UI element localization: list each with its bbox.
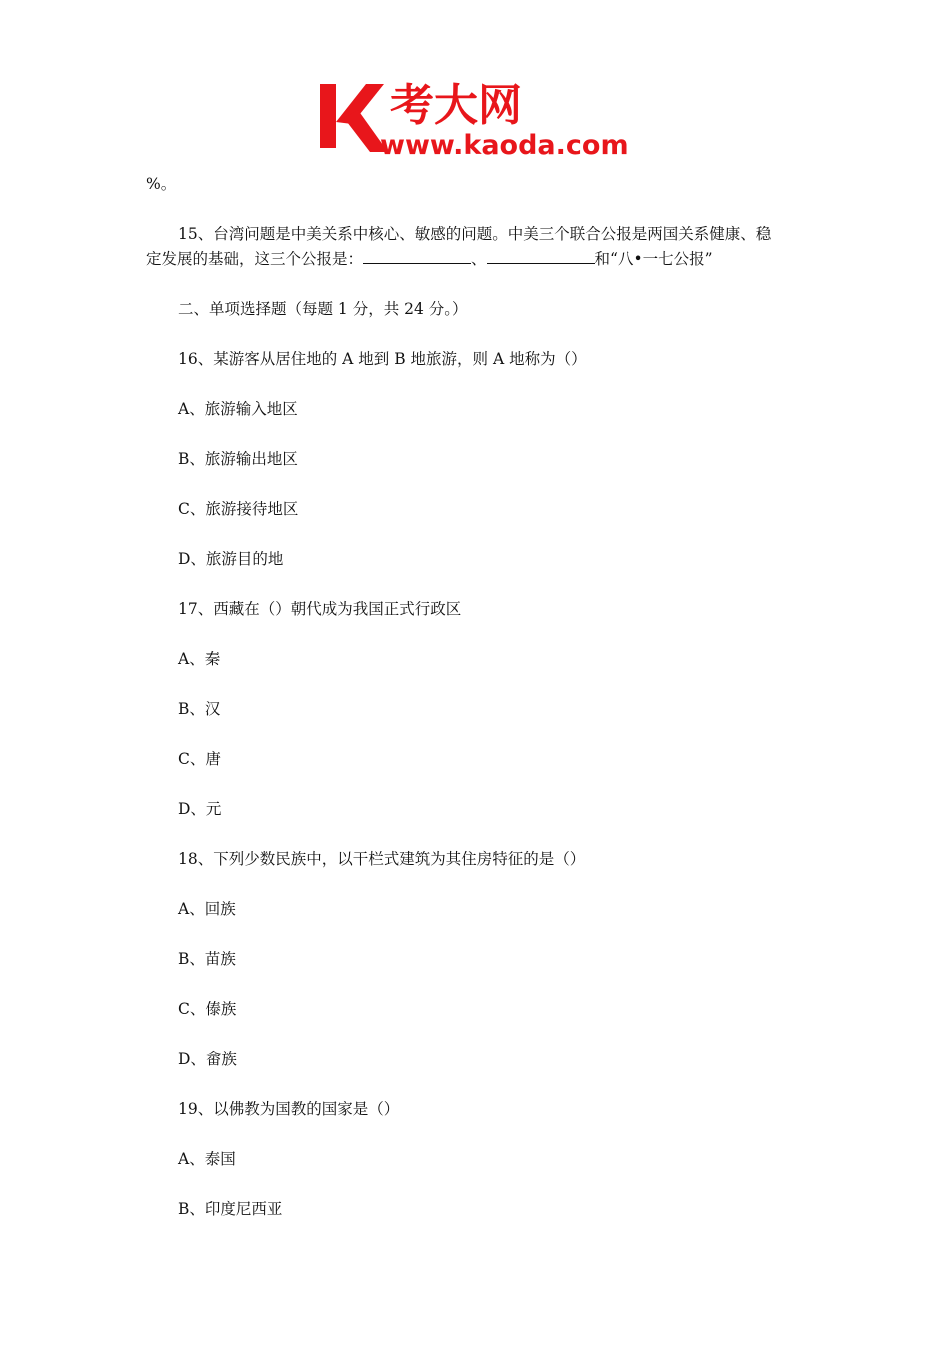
q17-option-d: D、元 <box>178 800 222 818</box>
q16-stem: 16、某游客从居住地的 A 地到 B 地旅游，则 A 地称为（） <box>178 350 587 368</box>
q15-blank-1 <box>363 249 471 264</box>
q16-option-b: B、旅游输出地区 <box>178 450 298 468</box>
q17-option-b: B、汉 <box>178 700 221 718</box>
q18-option-c: C、傣族 <box>178 1000 237 1018</box>
q15-blank-2 <box>487 249 595 264</box>
q17-option-c: C、唐 <box>178 750 221 768</box>
fragment-text: %。 <box>146 175 177 193</box>
q15-line2-end: 和“八•一七公报” <box>594 250 713 268</box>
q16-option-a: A、旅游输入地区 <box>178 400 298 418</box>
q19-option-a: A、泰国 <box>178 1150 236 1168</box>
q18-option-b: B、苗族 <box>178 950 236 968</box>
q15-line2-start: 定发展的基础，这三个公报是： <box>146 250 364 268</box>
q17-option-a: A、秦 <box>178 650 221 668</box>
q15-line2 <box>146 248 713 270</box>
logo-brand-url: www.kaoda.com <box>380 130 629 158</box>
logo-k-mark <box>320 84 388 152</box>
logo-brand-cn: 考大网 <box>390 80 522 131</box>
q17-stem: 17、西藏在（）朝代成为我国正式行政区 <box>178 600 462 618</box>
q18-option-a: A、回族 <box>178 900 236 918</box>
q16-option-c: C、旅游接待地区 <box>178 500 299 518</box>
q18-stem: 18、下列少数民族中，以干栏式建筑为其住房特征的是（） <box>178 850 586 868</box>
q19-option-b: B、印度尼西亚 <box>178 1200 283 1218</box>
kaoda-logo <box>318 76 640 158</box>
q15-line1: 15、台湾问题是中美关系中核心、敏感的问题。中美三个联合公报是两国关系健康、稳 <box>178 225 772 243</box>
q19-stem: 19、以佛教为国教的国家是（） <box>178 1100 400 1118</box>
q15-sep: 、 <box>471 250 487 268</box>
q16-option-d: D、旅游目的地 <box>178 550 284 568</box>
q18-option-d: D、畲族 <box>178 1050 237 1068</box>
section-title: 二、单项选择题（每题 1 分，共 24 分。） <box>178 300 468 318</box>
